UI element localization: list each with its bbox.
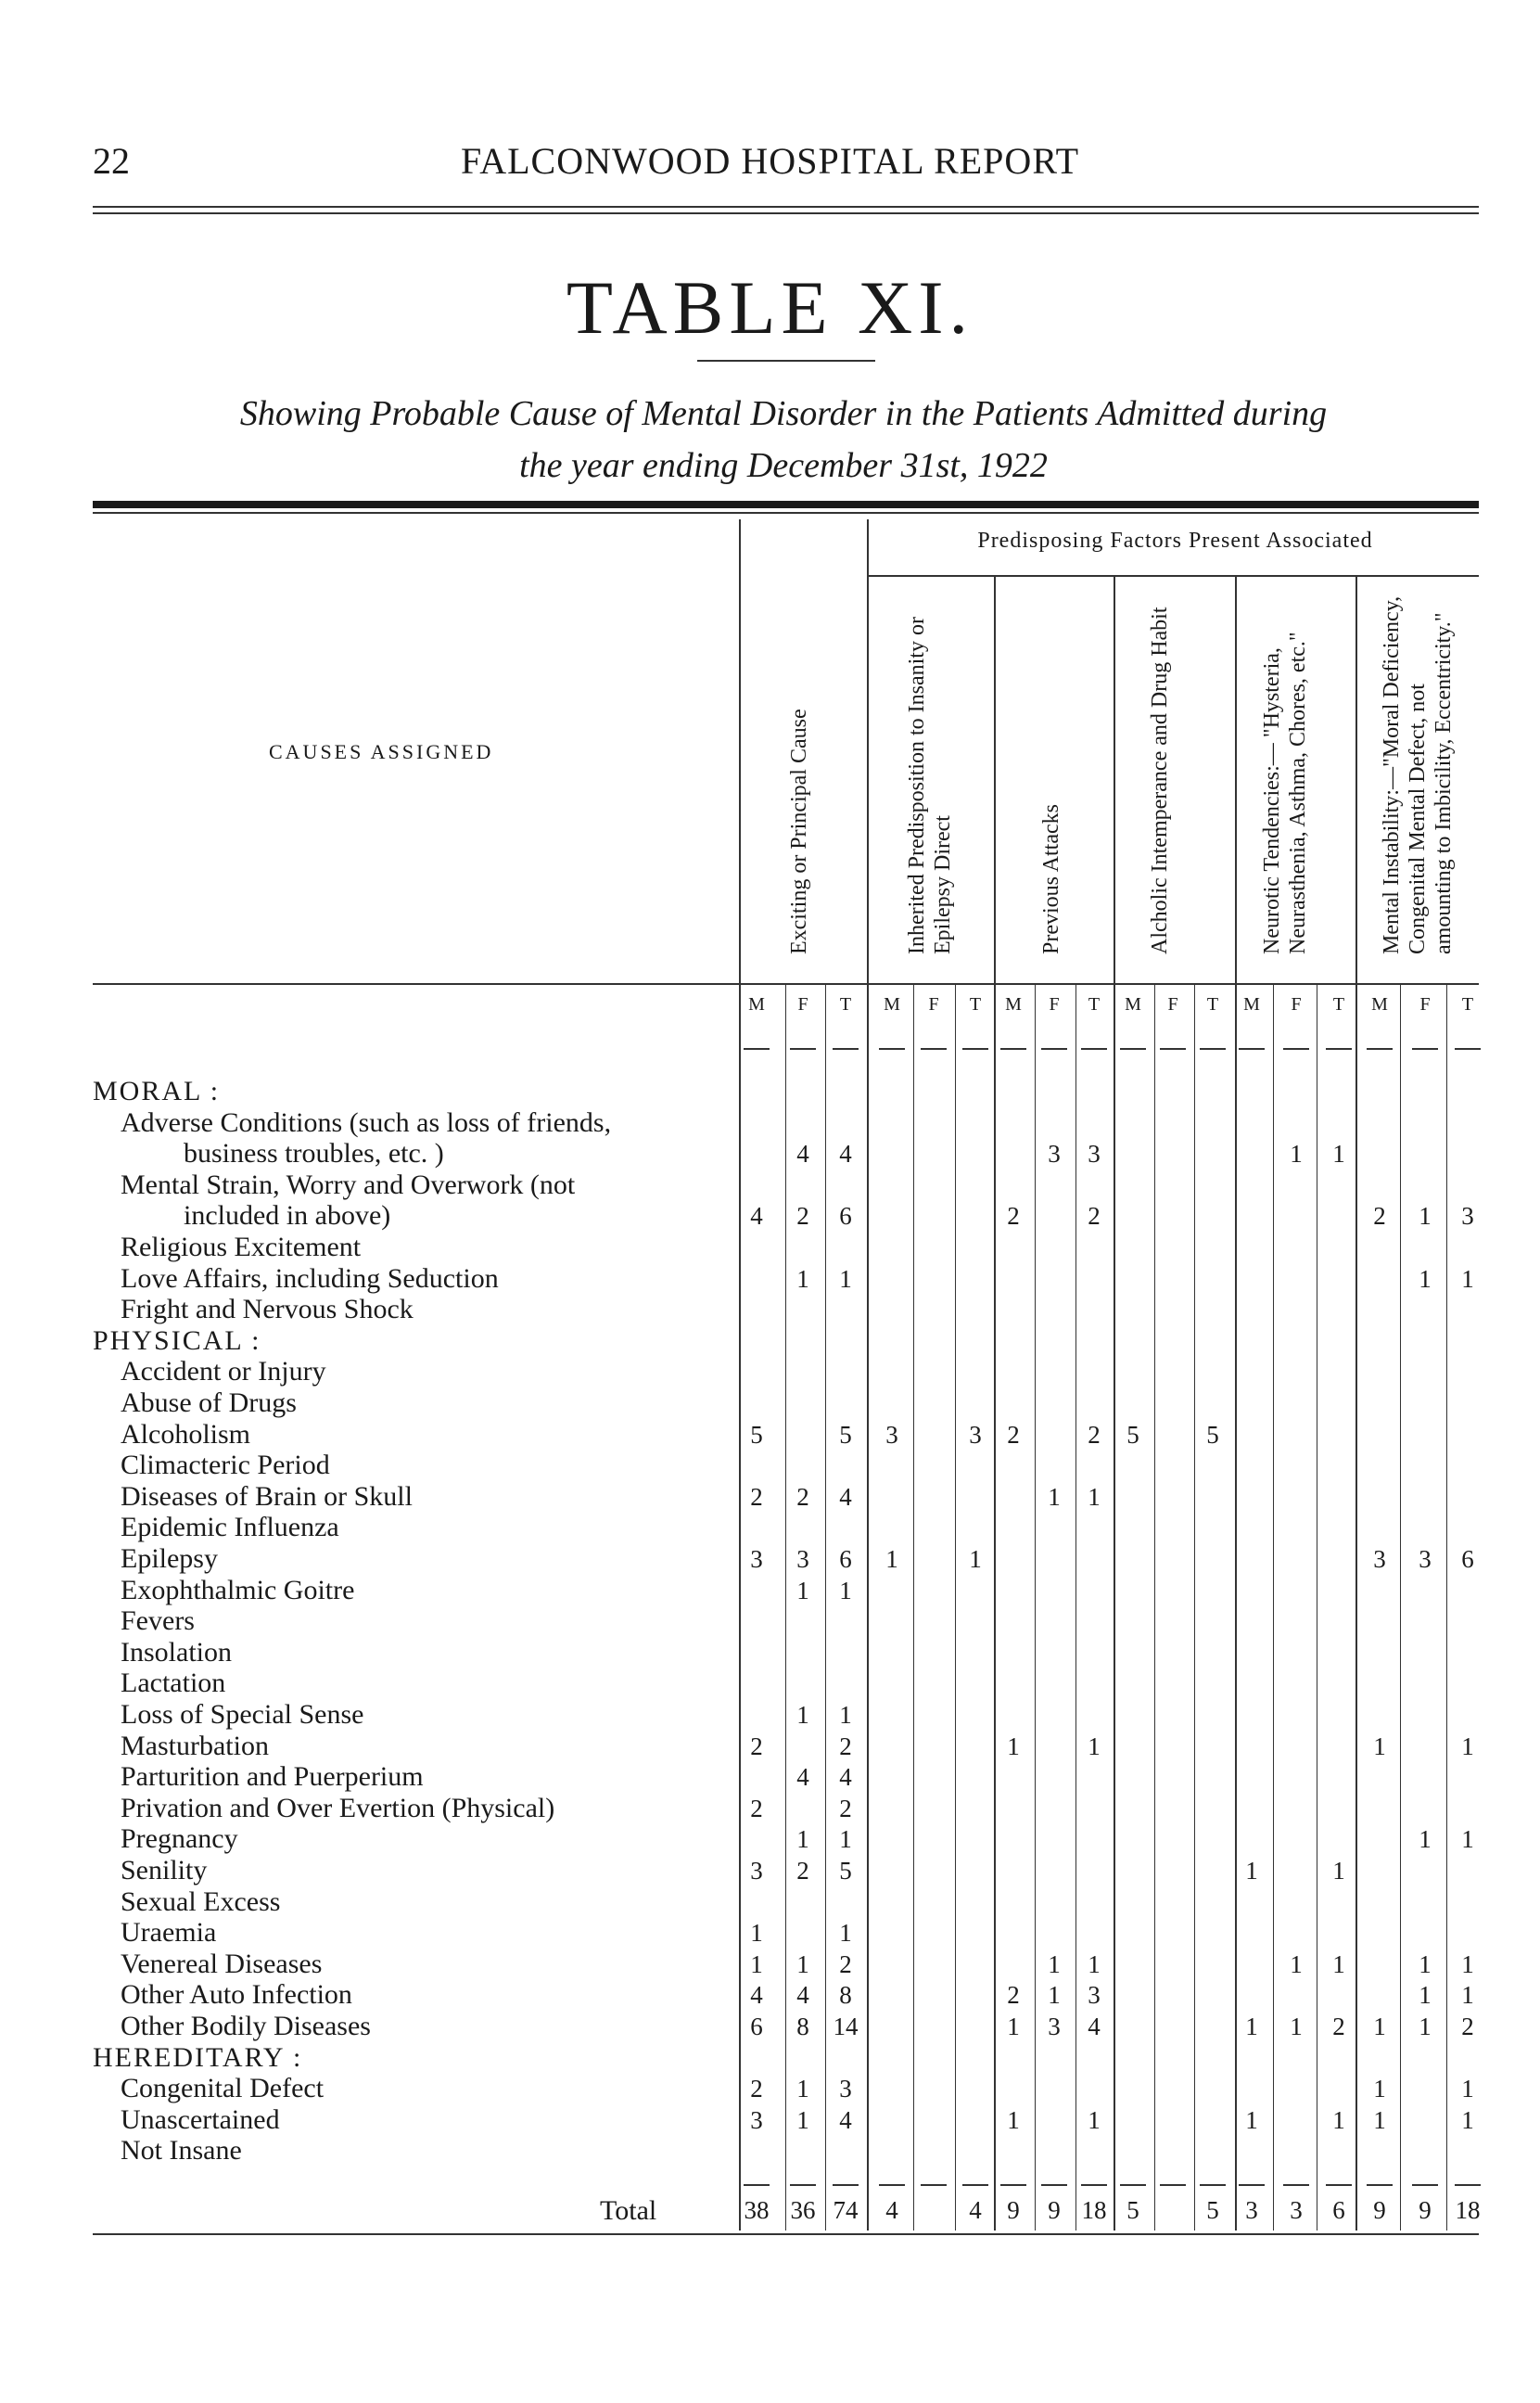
table-top-thick-rule	[93, 501, 1479, 508]
cause-label: Fevers	[121, 1605, 195, 1637]
subcol-label-f: F	[1049, 994, 1060, 1015]
subcolumn-divider	[1194, 985, 1195, 2230]
subcol-dash	[921, 1048, 947, 1050]
table-cell: 1	[796, 2075, 809, 2103]
subcol-dash	[1367, 1048, 1393, 1050]
subcolumn-divider	[913, 985, 914, 2230]
table-cell: 1	[839, 1576, 852, 1604]
cause-label: Privation and Over Evertion (Physical)	[121, 1792, 555, 1823]
table-cell: 1	[1245, 2013, 1258, 2040]
table-cell: 2	[1007, 1420, 1020, 1449]
table-cell: 2	[1088, 1202, 1101, 1231]
cause-label: Insolation	[121, 1636, 232, 1668]
table-cell: 5	[839, 1420, 852, 1449]
table-cell: 5	[839, 1857, 852, 1885]
table-cell: 1	[1461, 1732, 1474, 1760]
cause-label: Masturbation	[121, 1730, 269, 1761]
table-cell: 5	[1206, 1420, 1219, 1449]
total-dash	[1000, 2184, 1026, 2186]
table-cell: 1	[1088, 2105, 1101, 2134]
column-divider	[1114, 577, 1115, 2230]
total-dash	[962, 2184, 988, 2186]
table-cell: 3	[885, 1420, 898, 1449]
table-cell: 1	[1461, 2075, 1474, 2103]
total-cell: 38	[744, 2196, 770, 2224]
total-cell: 9	[1007, 2196, 1020, 2224]
table-cell: 6	[839, 1202, 852, 1231]
subcol-dash	[1200, 1048, 1226, 1050]
cause-label: Pregnancy	[121, 1823, 238, 1855]
cause-label: Other Auto Infection	[121, 1979, 352, 2011]
table-cell: 4	[839, 1482, 852, 1511]
subcol-dash	[1120, 1048, 1146, 1050]
table-cell: 3	[1088, 1981, 1101, 2010]
table-cell: 1	[1332, 2105, 1345, 2134]
subcol-dash	[1326, 1048, 1352, 1050]
table-cell: 6	[839, 1545, 852, 1573]
col-group-alcoholic-intemperance: Alcholic Intemperance and Drug Habit	[1148, 607, 1172, 954]
subcol-dash	[1239, 1048, 1265, 1050]
subcol-dash	[1283, 1048, 1309, 1050]
table-cell: 4	[796, 1981, 809, 2010]
subcol-label-t: T	[839, 994, 852, 1015]
subcolumn-divider	[1154, 985, 1155, 2230]
cause-label: Senility	[121, 1855, 208, 1885]
subcol-label-f: F	[797, 994, 808, 1015]
total-cell: 18	[1081, 2196, 1107, 2224]
table-cell: 1	[1290, 2013, 1303, 2040]
col-group-exciting-cause: Exciting or Principal Cause	[787, 709, 811, 954]
table-cell: 4	[1088, 2013, 1101, 2040]
table-cell: 3	[1088, 1140, 1101, 1169]
total-dash	[921, 2184, 947, 2186]
section-heading: PHYSICAL :	[93, 1324, 261, 1356]
predisposing-rule	[869, 575, 1479, 577]
total-cell: 3	[1245, 2196, 1258, 2224]
subcolumn-divider	[955, 985, 956, 2230]
table-cell: 1	[750, 1949, 763, 1978]
total-dash	[1412, 2184, 1438, 2186]
table-cell: 2	[796, 1857, 809, 1885]
total-cell: 4	[969, 2196, 982, 2224]
total-cell: 9	[1048, 2196, 1061, 2224]
total-cell: 5	[1126, 2196, 1139, 2224]
subcolumn-divider	[1400, 985, 1401, 2230]
cause-label: Venereal Diseases	[121, 1948, 323, 1979]
table-cell: 2	[750, 1794, 763, 1822]
subcol-label-f: F	[928, 994, 939, 1015]
table-cell: 4	[750, 1981, 763, 2010]
total-cell: 6	[1332, 2196, 1345, 2224]
subcolumn-divider	[825, 985, 826, 2230]
table-cell: 1	[1373, 1732, 1386, 1760]
subtitle-line-2: the year ending December 31st, 1922	[519, 446, 1048, 485]
table-cell: 4	[839, 1140, 852, 1169]
table-cell: 1	[839, 1825, 852, 1854]
total-cell: 3	[1290, 2196, 1303, 2224]
predisposing-factors-header: Predisposing Factors Present Associated	[977, 529, 1373, 553]
table-cell: 1	[796, 1825, 809, 1854]
subcol-label-t: T	[1332, 994, 1345, 1015]
header-rule	[93, 212, 1479, 214]
running-title: FALCONWOOD HOSPITAL REPORT	[460, 140, 1080, 182]
subcolumn-divider	[1273, 985, 1274, 2230]
table-cell: 1	[1290, 1140, 1303, 1169]
total-dash	[1283, 2184, 1309, 2186]
table-cell: 3	[969, 1420, 982, 1449]
cause-label: Adverse Conditions (such as loss of friends,	[121, 1106, 612, 1138]
total-cell: 9	[1373, 2196, 1386, 2224]
total-dash	[1081, 2184, 1107, 2186]
causes-assigned-header: CAUSES ASSIGNED	[269, 740, 494, 763]
subcol-label-m: M	[1243, 994, 1260, 1015]
table-cell: 1	[1461, 1825, 1474, 1854]
subcolumn-divider	[1446, 985, 1447, 2230]
table-cell: 2	[839, 1949, 852, 1978]
column-divider	[1235, 577, 1237, 2230]
table-cell: 1	[1373, 2013, 1386, 2040]
cause-label: Exophthalmic Goitre	[121, 1574, 355, 1605]
section-heading: MORAL :	[93, 1076, 221, 1106]
table-cell: 1	[1332, 1857, 1345, 1885]
table-cell: 1	[1373, 2075, 1386, 2103]
cause-label: Love Affairs, including Seduction	[121, 1262, 499, 1294]
table-cell: 1	[1088, 1732, 1101, 1760]
table-cell: 3	[750, 1857, 763, 1885]
subtitle-line-1: Showing Probable Cause of Mental Disorder in the Patients Admitted during	[239, 394, 1328, 433]
subcol-dash	[1041, 1048, 1067, 1050]
subcol-dash	[790, 1048, 816, 1050]
table-cell: 3	[1373, 1545, 1386, 1573]
table-cell: 1	[796, 2105, 809, 2134]
table-cell: 1	[1461, 1949, 1474, 1978]
table-cell: 14	[833, 2013, 859, 2040]
table-cell: 4	[796, 1140, 809, 1169]
table-cell: 1	[1088, 1949, 1101, 1978]
table-cell: 1	[1419, 2013, 1432, 2040]
table-cell: 3	[750, 1545, 763, 1573]
cause-label: Not Insane	[121, 2135, 242, 2167]
table-cell: 2	[1332, 2013, 1345, 2040]
table-cell: 3	[1461, 1202, 1474, 1231]
table-cell: 8	[796, 2013, 809, 2040]
total-cell: 18	[1455, 2196, 1481, 2224]
subcol-dash	[744, 1048, 770, 1050]
subcolumn-divider	[785, 985, 786, 2230]
cause-label: Diseases of Brain or Skull	[121, 1480, 413, 1512]
subcol-label-m: M	[1125, 994, 1141, 1015]
total-dash	[1367, 2184, 1393, 2186]
table-cell: 6	[1461, 1545, 1474, 1573]
subcol-dash	[1160, 1048, 1186, 1050]
subcol-dash	[1412, 1048, 1438, 1050]
cause-label: Religious Excitement	[121, 1232, 362, 1262]
table-cell: 1	[796, 1264, 809, 1293]
table-cell: 3	[839, 2075, 852, 2103]
table-cell: 1	[1373, 2105, 1386, 2134]
total-dash	[1041, 2184, 1067, 2186]
cause-label: Fright and Nervous Shock	[121, 1294, 414, 1325]
table-cell: 2	[1088, 1420, 1101, 1449]
table-cell: 1	[1007, 1732, 1020, 1760]
total-cell: 74	[833, 2196, 859, 2224]
table-cell: 2	[839, 1794, 852, 1822]
table-cell: 2	[796, 1202, 809, 1231]
cause-label: Lactation	[121, 1668, 226, 1699]
table-cell: 2	[750, 1482, 763, 1511]
cause-label: Mental Strain, Worry and Overwork (not	[121, 1169, 576, 1200]
total-dash	[833, 2184, 859, 2186]
table-cell: 4	[839, 1763, 852, 1792]
table-cell: 1	[1007, 2013, 1020, 2040]
table-cell: 1	[1332, 1140, 1345, 1169]
subcol-label-t: T	[1461, 994, 1474, 1015]
table-cell: 1	[1048, 1981, 1061, 2010]
subcol-label-m: M	[1005, 994, 1022, 1015]
subcol-label-t: T	[969, 994, 982, 1015]
subcol-dash	[1455, 1048, 1481, 1050]
table-cell: 1	[1461, 1981, 1474, 2010]
subcol-label-m: M	[884, 994, 900, 1015]
total-dash	[1120, 2184, 1146, 2186]
cause-label: included in above)	[184, 1200, 391, 1232]
cause-label: Epilepsy	[121, 1543, 218, 1574]
table-cell: 1	[1419, 1981, 1432, 2010]
table-cell: 1	[885, 1545, 898, 1573]
total-cell: 9	[1419, 2196, 1432, 2224]
total-dash	[1455, 2184, 1481, 2186]
table-cell: 6	[750, 2013, 763, 2040]
cause-label: Other Bodily Diseases	[121, 2011, 371, 2041]
col-group-mental-instability: Mental Instability:—"Moral Deficiency, Congenital Mental Defect, not amounting to Imbicility, Eccentricity."	[1380, 595, 1456, 954]
cause-label: business troubles, etc. )	[184, 1138, 444, 1170]
subcol-label-t: T	[1206, 994, 1219, 1015]
table-cell: 2	[1373, 1202, 1386, 1231]
cause-label: Unascertained	[121, 2103, 280, 2135]
table-cell: 1	[1332, 1949, 1345, 1978]
table-cell: 5	[1126, 1420, 1139, 1449]
table-cell: 1	[1419, 1825, 1432, 1854]
cause-label: Loss of Special Sense	[121, 1699, 364, 1730]
total-dash	[1160, 2184, 1186, 2186]
cause-label: Accident or Injury	[121, 1356, 326, 1387]
cause-label: Climacteric Period	[121, 1450, 330, 1481]
subcol-label-f: F	[1167, 994, 1178, 1015]
table-cell: 1	[750, 1919, 763, 1948]
total-cell: 4	[885, 2196, 898, 2224]
table-cell: 4	[839, 2105, 852, 2134]
table-cell: 3	[750, 2105, 763, 2134]
table-cell: 1	[796, 1576, 809, 1604]
table-cell: 4	[750, 1202, 763, 1231]
column-divider	[867, 519, 869, 2230]
table-cell: 2	[750, 1732, 763, 1760]
table-cell: 3	[1048, 1140, 1061, 1169]
table-cell: 3	[1048, 2013, 1061, 2040]
subcolumn-divider	[1035, 985, 1036, 2230]
table-cell: 2	[1007, 1202, 1020, 1231]
table-cell: 2	[750, 2075, 763, 2103]
table-cell: 8	[839, 1981, 852, 2010]
table-cell: 1	[1088, 1482, 1101, 1511]
total-label: Total	[600, 2195, 657, 2226]
subcol-label-f: F	[1291, 994, 1302, 1015]
table-cell: 2	[1461, 2013, 1474, 2040]
subcol-label-m: M	[748, 994, 765, 1015]
table-cell: 1	[839, 1701, 852, 1729]
page-number: 22	[93, 140, 130, 182]
table-cell: 2	[1007, 1981, 1020, 2010]
table-cell: 1	[1461, 2105, 1474, 2134]
total-dash	[1239, 2184, 1265, 2186]
table-cell: 1	[839, 1264, 852, 1293]
subcol-dash	[1000, 1048, 1026, 1050]
table-bottom-rule	[93, 2233, 1479, 2235]
table-cell: 3	[796, 1545, 809, 1573]
table-title: TABLE XI.	[566, 265, 974, 350]
table-cell: 5	[750, 1420, 763, 1449]
col-group-neurotic-tendencies: Neurotic Tendencies:— "Hysteria, Neurasthenia, Asthma, Chores, etc."	[1260, 632, 1310, 954]
total-cell: 36	[790, 2196, 816, 2224]
table-cell: 1	[1048, 1949, 1061, 1978]
title-rule	[697, 360, 875, 362]
subcol-label-m: M	[1371, 994, 1388, 1015]
table-cell: 1	[1419, 1949, 1432, 1978]
cause-label: Epidemic Influenza	[121, 1512, 339, 1543]
subcol-dash	[879, 1048, 905, 1050]
section-heading: HEREDITARY :	[93, 2041, 303, 2073]
table-cell: 1	[1419, 1264, 1432, 1293]
table-cell: 1	[1245, 2105, 1258, 2134]
col-group-inherited-predisposition: Inherited Predisposition to Insanity or Epilepsy Direct	[905, 617, 955, 954]
cause-label: Abuse of Drugs	[121, 1387, 297, 1418]
total-cell: 5	[1206, 2196, 1219, 2224]
table-cell: 2	[796, 1482, 809, 1511]
header-rule	[93, 206, 1479, 208]
table-cell: 1	[1419, 1202, 1432, 1231]
subcolumn-divider	[1075, 985, 1076, 2230]
total-dash	[1326, 2184, 1352, 2186]
col-group-previous-attacks: Previous Attacks	[1039, 804, 1063, 954]
table-cell: 1	[1290, 1949, 1303, 1978]
table-cell: 1	[1245, 1857, 1258, 1885]
table-cell: 1	[1007, 2105, 1020, 2134]
table-cell: 1	[839, 1919, 852, 1948]
table-top-thin-rule	[93, 512, 1479, 514]
total-dash	[790, 2184, 816, 2186]
cause-label: Sexual Excess	[121, 1885, 281, 1917]
total-dash	[879, 2184, 905, 2186]
table-cell: 1	[796, 1701, 809, 1729]
cause-label: Congenital Defect	[121, 2073, 325, 2104]
table-cell: 1	[1048, 1482, 1061, 1511]
table-cell: 1	[1461, 1264, 1474, 1293]
table-cell: 3	[1419, 1545, 1432, 1573]
subcol-label-f: F	[1419, 994, 1431, 1015]
column-divider	[1355, 577, 1357, 2230]
cause-label: Uraemia	[121, 1917, 217, 1949]
total-dash	[1200, 2184, 1226, 2186]
table-cell: 2	[839, 1732, 852, 1760]
subcol-label-t: T	[1088, 994, 1101, 1015]
cause-label: Alcoholism	[121, 1418, 250, 1450]
table-cell: 4	[796, 1763, 809, 1792]
table-cell: 1	[969, 1545, 982, 1573]
total-dash	[744, 2184, 770, 2186]
cause-label: Parturition and Puerperium	[121, 1761, 424, 1793]
table-cell: 1	[796, 1949, 809, 1978]
subcol-dash	[1081, 1048, 1107, 1050]
subcol-dash	[962, 1048, 988, 1050]
subcol-dash	[833, 1048, 859, 1050]
table-subtitle	[83, 388, 1483, 492]
